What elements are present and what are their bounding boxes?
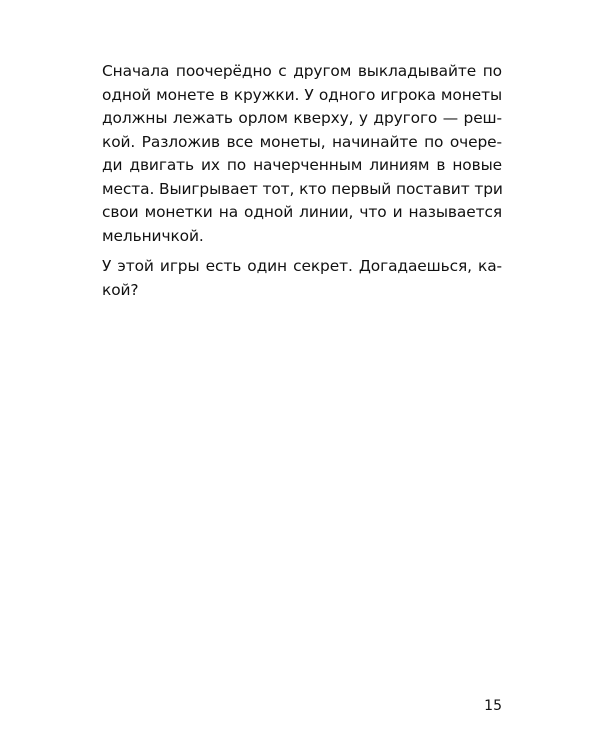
body-text [102, 60, 502, 302]
paragraph-secret [102, 255, 502, 302]
page-number: 15 [484, 698, 502, 714]
text-line: места. Выигрывает тот, кто первый поставит три [102, 179, 503, 198]
text-line: ди двигать их по начерченным линиям в новые [102, 156, 502, 174]
paragraph-rules [102, 60, 502, 248]
text-line: кой? [102, 280, 139, 299]
text-line: кой. Разложив все монеты, начинайте по очере- [102, 132, 502, 151]
text-line: У этой игры есть один секрет. Догадаешься, ка- [102, 257, 502, 275]
text-line: мельничкой. [102, 226, 204, 245]
text-line: свои монетки на одной линии, что и называется [102, 203, 502, 221]
text-line: должны лежать орлом кверху, у другого — реш- [102, 109, 502, 127]
text-line: одной монете в кружки. У одного игрока монеты [102, 85, 502, 104]
text-line: Сначала поочерёдно с другом выкладывайте по [102, 62, 502, 80]
